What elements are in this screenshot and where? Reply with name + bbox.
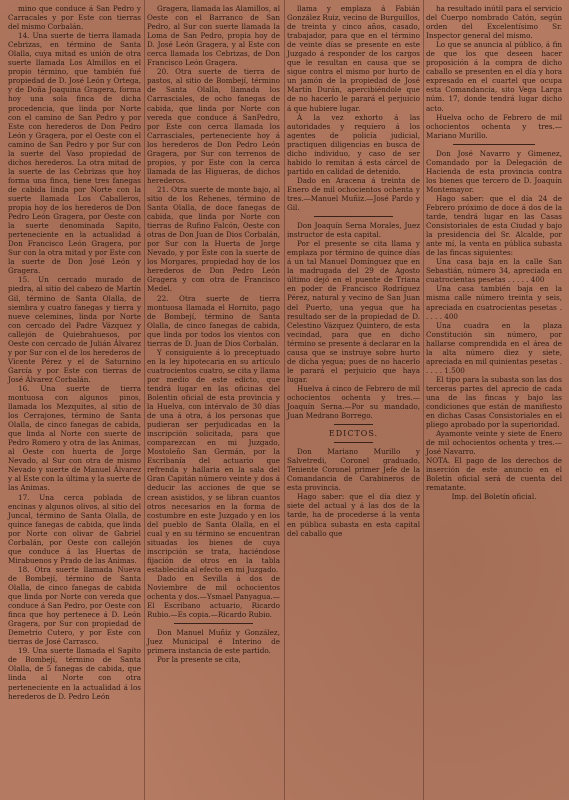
- paragraph: Á la vez exhorto á las autoridades y requiero á los agentes de policía judicial, practiquen diligencias en busca de dicho individuo, y caso de ser habido lo remitan á esta cárcel de partido en calidad de detenido.: [287, 112, 420, 176]
- paragraph: Hago saber: que el día 24 de Febrero próximo de doce á dos de la tarde, tendrá lugar en las Casas Consistoriales de esta Ciudad y bajo la presidencia del Sr. Alcalde, por ante mí, la venta en pública subasta de las fincas siguientes:: [426, 193, 562, 258]
- item-text: Una casa baja en la calle San Sebastián, número 34, apreciada en cuatrocientas pesetas: [426, 257, 562, 285]
- column-4: [426, 4, 562, 502]
- paragraph: 19. Una suerte llamada el Sapito de Bombejí, término de Santa Olalla, de 5 fanegas de cabida, que linda al Norte con otra perteneciente en la actualidad á los herederos de D. Pedro León: [8, 646, 141, 701]
- paragraph: ha resultado inútil para el servicio del Cuerpo nombrado Catón, según orden del Excelentísimo Sr. Inspector general del mismo.: [426, 4, 562, 41]
- column-rule: [284, 0, 285, 800]
- paragraph: Y consiguiente á lo preceptuado en la ley hipotecaria en su artículo cuatrocientos cuatro, se cita y llama por medio de este edicto, que tendrá lugar en las oficinas del Bolentin oficial de esta provincia y la Huelva, con intérvalo de 30 días de una á otra, á los personas que pudieran ser perjudicadas en la inscripción solicitada, para que comparezcan en mi Juzgado, Mostoleño San Germán, por la Escribanía del actuario que refrenda y hallaria en la sala del Gran Capitán número veinte y dos á deducir las acciones de que se crean asistidos, y se libran cuantos otros necesarios en la forma de costumbre en este Juzgado y en los del pueblo de Santa Olalla, en el cual y en su término se encuentran situadas los bienes de cuya inscripción se trata, haciéndose fijación de otros en la tabla establecida al efecto en mi Juzgado.: [147, 347, 280, 574]
- notice-header: Don Manuel Muñiz y González, Juez Municipal é Interino de primera instancia de este partido.: [147, 628, 280, 656]
- paragraph: Hago saber: que el día diez y siete del actual y á las dos de la tarde, ha de procederse á la venta en pública subasta en esta capital del caballo que: [287, 492, 420, 538]
- paragraph: 20. Otra suerte de tierra de pastos, al sitio de Bombejí, término de Santa Olalla, llamada los Carrasciales, de ocho fanegas de cabida, que linda por Norte con vereda que conduce á SanPedro, por Este con cerca llamada los Carrasciales, perteneciente hoy á los herederos de Don Pedro León Gragera, por Sur con terrenos de propios, y por Este con la cerca llamada de las Higueras, de dichos herederos.: [147, 67, 280, 185]
- divider: [453, 144, 535, 145]
- paragraph: Dado en Aracena á treinta de Enero de mil ochocientos ochenta y tres.—Manuel Muñiz.—José Pardo y Gil.: [287, 175, 420, 213]
- item-price: 1.500: [444, 365, 465, 375]
- paragraph: 16. Una suerte de tierra montuosa con algunos pinos, llamada los Mezquites, al sitio de los Cerrajones, término de Santa Olalla, de cinco fanegas de cabida, que linda al Norte con suerte de Pedro Romero y otra de las Animas, al Oeste con huerta de Jorge Nevado, al Sur con otra de mismo Nevado y suerte de Manuel Álvarez y al Este con la última y la suerte de las Animas.: [8, 383, 141, 493]
- list-item: Una casa baja en la calle San Sebastián, número 34, apreciada en cuatrocientas pesetas . . . . . 400: [426, 257, 562, 285]
- paragraph: 15. Un cercado murado de piedra, al sitio del cabezo de Martín Gil, término de Santa Olalla, de siembra y cuatro fanegas y tierra y nueve celemines, linda por Norte con cercado del Padre Vázquez y callejón de Quiebrahuesos, por Oeste con cercado de Julián Álvarez y por Sur con el de los herederos de Vicente Pérez y el de Saturnino García y por Este con tierras de José Álvarez Corbalán.: [8, 275, 141, 384]
- paragraph: llama y emplaza á Fabián González Ruiz, vecino de Burguillos, de treinta y cinco años, casado, trabajador, para que en el término de veinte días se presente en este Juzgado á responder de los cargos que le resultan en causa que se sigue contra el mismo por hurto de un jamón de la propiedad de José Martín Durán, apercibiéndole que de no hacerlo le parará el perjuicio á que hubiere lugar.: [287, 4, 420, 113]
- paragraph: Lo que se anuncia al público, á fin de que los que deseen hacer proposición á la compra de dicho caballo se presenten en el día y hora expresado en el cuartel que ocupa esta Comandancia, sito Vega Larga núm. 17, donde tendrá lugar dicho acto.: [426, 40, 562, 113]
- paragraph: Gragera, llamada las Alamillos, al Oeste con el Barranco de San Pedro, al Sur con suerte llamada la Loma de San Pedro, propia hoy de D. José León Gragera, y al Este con cerca llamada los Cebrizas, de Don Francisco León Gragera.: [147, 4, 280, 68]
- column-rule: [423, 0, 424, 800]
- item-price: 400: [530, 275, 545, 285]
- column-1: [8, 4, 141, 701]
- paragraph: Dado en Sevilla á dos de Noviembre de mil ochocientos ochenta y dos.—Ysmael Panyagua.—El Escribano actuario, Ricardo Rubio.—Es copia.—Ricardo Rubio.: [147, 573, 280, 620]
- notice-header: Don Joaquín Serna Morales, Juez instructor de esta capital.: [287, 221, 420, 240]
- imprint: Imp. del Boletín oficial.: [451, 492, 537, 502]
- divider: [174, 623, 254, 624]
- notice-header: Don José Navarro y Gimenez, Comandado por la Delegación de Hacienda de esta provincia contra los bienes que tercero de D. Joaquín Montemayor.: [426, 148, 562, 194]
- paragraph: 14. Una suerte de tierra llamada Cebrizas, en término de Santa Olalla, cuya mitad es unión de otra suerte llamada Los Almillos en el propio término, que también fué propiedad de D. José León y Ortega, y de Doña Joaquina Gragera, forma hoy una sola finca de dicha procedencia, que linda por Norte con el camino de San Pedro y por Este con herederos de Don Pedro León y Gragera, por el Oeste con el camino de San Pedro y por Sur con la suerte del Vaso propiedad de dichos herederos. La otra mitad de la suerte de las Cebrizas que hoy forma una finca, tiene tres fanegas de cabida linda por Norte con la suerte llamada Los Caballeros, propia hoy de los herederos de Don Pedro León Gragera, por Oeste con la suerte denominada Sapito, perteneciente en la actualidad á Don Francisco León Gragera, por Sur con la otra mitad y por Este con la suerte de Don José León y Gragera.: [8, 31, 141, 276]
- column-rule: [144, 0, 145, 800]
- paragraph: 18. Otra suerte llamada Nueva de Bombejí, término de Santa Olalla, de cinco fanegas de cabida que linda por Norte con vereda que conduce á San Pedro, por Oeste con finca que hoy pertenece á D. León Gragera, por Sur con propiedad de Demetrio Cutero, y por Este con tierras de José Carrasco.: [8, 564, 141, 647]
- paragraph: Ayamonte veinte y siete de Enero de mil ochocientos ochenta y tres.—José Navarro.: [426, 429, 562, 457]
- list-item: Una casa también baja en la misma calle número treinta y seis, apreciada en cuatrocientas pesetas . . . . . 400: [426, 284, 562, 321]
- column-2: [147, 4, 280, 664]
- list-item: Una cuadra en la plaza Constitución sin número, por hallarse comprendida en el área de la alta número diez y siete, apreciada en mil quinientas pesetas . . . . . 1.500: [426, 320, 562, 375]
- note: NOTA. El pago de los derechos de inserción de este anuncio en el Boletín oficial será de cuenta del rematante.: [426, 456, 562, 493]
- divider: [334, 442, 374, 443]
- paragraph: 17. Una cerca poblada de encinas y algunos olivos, al sitio del Juncal, término de Santa Olalla, de quince fanegas de cabida, que linda por Norte con olivar de Gabriel Corbalán, por Oeste con callejón que conduce á las Huertas de Mirabuenos y Prado de las Animas.: [8, 492, 141, 565]
- paragraph: Por el presente se cita llama y emplaza por término de quince días á un tal Manuel Domínguez que en la madrugada del 29 de Agosto último dejó en el puente de Triana en poder de Francisco Rodríguez Pérez, natural y vecino de San Juan del Puerto, una yegua que ha resultado ser de la propiedad de D. Celestino Vázquez Quintero, de esta vecindad, para que en dicho término se presente á declarar en la causa que se instruye sobre hurto de dicha yegua; pues de no hacerlo le parará el perjuicio que haya lugar.: [287, 239, 420, 384]
- paragraph: 22. Otra suerte de tierra montuosa llamada el Hornito, pago de Bombejí, término de Santa Olalla, de cinco fanegas de cabida, que linda por todos los vientos con tierras de D. Juan de Dios Corbalán.: [147, 293, 280, 348]
- paragraph: El tipo para la subasta son las dos terceras partes del aprecio de cada una de las fincas y bajo las condiciones que están de manifiesto en dichas Casas Consistoriales en el pliego aprobado por la superioridad.: [426, 374, 562, 430]
- paragraph: Huelva ocho de Febrero de mil ochocientos ochenta y tres.—Mariano Murillo.: [426, 112, 562, 140]
- paragraph: mino que conduce á San Pedro y Carracales y por Este con tierras del mismo Corbalán.: [8, 4, 141, 32]
- paragraph: 21. Otra suerte de monte bajo, al sitio de los Rehenes, término de Santa Olalla, de doce fanegas de cabida, que linda por Norte con tierras de Rufino Falcón, Oeste con otras de Don Juan de Dios Corbalán, por Sur con la Huerta de Jorge Nevado, y por Este con la suerte de los Morgares, propiedad hoy de los herederos de Don Pedro León Gragera y con otra de Francisco Medel.: [147, 184, 280, 294]
- item-text: Una casa también baja en la misma calle número treinta y seis, apreciada en cuatrocientas pesetas: [426, 284, 562, 312]
- item-text: Una cuadra en la plaza Constitución sin número, por hallarse comprendida en el área de la alta número diez y siete, apreciada en mil quinientas pesetas: [426, 320, 562, 366]
- notice-header: Don Mariano Murillo y Salvetredi, Coronel graduado, Teniente Coronel primer Jefe de la Comandancia de Carabineros de esta provincia.: [287, 447, 420, 493]
- paragraph: Huelva á cinco de Febrero de mil ochocientos ochenta y tres.—Joaquín Serna.—Por su mandado, Juan Medrano Borrego.: [287, 383, 420, 421]
- divider: [314, 216, 394, 217]
- item-price: 400: [444, 311, 458, 321]
- paragraph: Por la presente se cita,: [157, 655, 241, 665]
- column-3: [287, 4, 420, 538]
- section-heading: EDICTOS.: [328, 429, 379, 439]
- divider: [334, 424, 374, 425]
